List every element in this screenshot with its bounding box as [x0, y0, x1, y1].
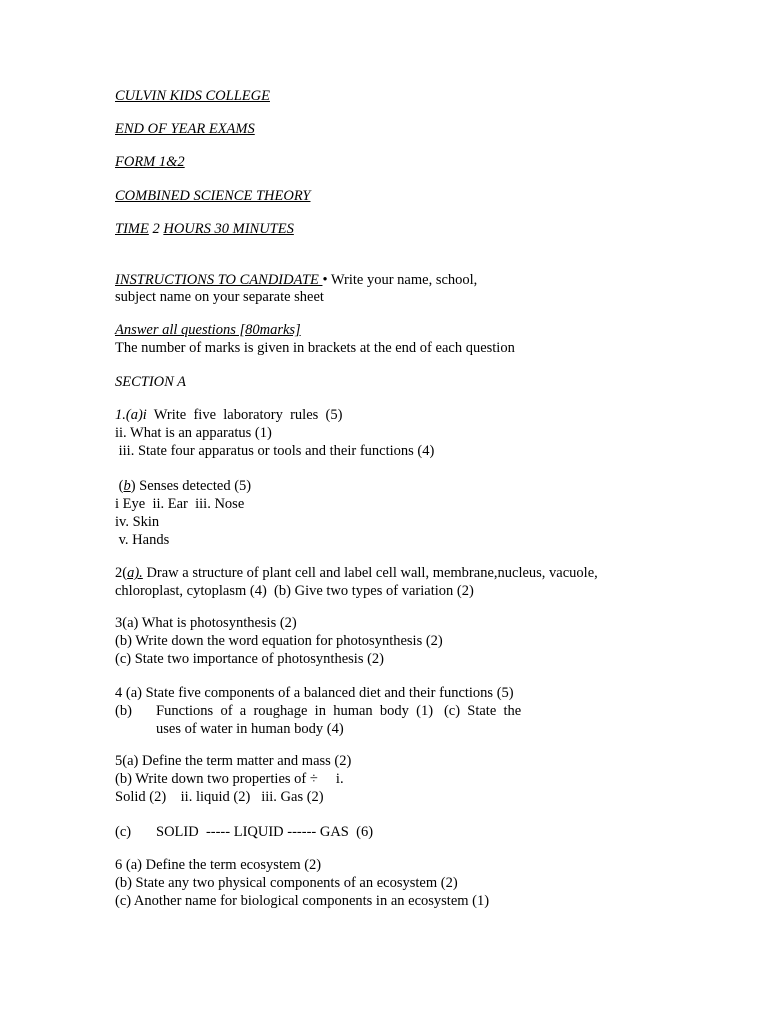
q1-b	[115, 477, 251, 495]
time-rest: HOURS 30 MINUTES	[163, 221, 294, 237]
q4-a: 4 (a) State five components of a balanced diet and their functions (5)	[115, 685, 514, 701]
q4-b-label: (b)	[115, 703, 132, 719]
q2-line-1	[115, 564, 598, 582]
q2-line-2: chloroplast, cytoplasm (4) (b) Give two types of variation (2)	[115, 583, 474, 599]
q1-a-iii: iii. State four apparatus or tools and their functions (4)	[115, 443, 435, 459]
instructions-line-2: subject name on your separate sheet	[115, 289, 324, 305]
q5-b-line-1: (b) Write down two properties of ÷ i.	[115, 771, 344, 787]
q6-b: (b) State any two physical components of an ecosystem (2)	[115, 875, 458, 891]
instructions-heading: INSTRUCTIONS TO CANDIDATE	[115, 272, 323, 288]
answer-all-note: Answer all questions [80marks]	[115, 322, 301, 338]
school-name: CULVIN KIDS COLLEGE	[115, 88, 270, 104]
q1-b-senses-1: i Eye ii. Ear iii. Nose	[115, 496, 245, 512]
time-hours-number: 2	[152, 221, 160, 237]
q5-c-label: (c)	[115, 824, 132, 840]
q5-c-text: SOLID ----- LIQUID ------ GAS (6)	[156, 824, 374, 840]
q1-b-senses-3: v. Hands	[115, 532, 170, 548]
instructions-line-1	[115, 271, 477, 289]
q1-a-i-text: Write five laboratory rules (5)	[146, 407, 343, 423]
q1-b-senses-2: iv. Skin	[115, 514, 160, 530]
q5-b-line-2: Solid (2) ii. liquid (2) iii. Gas (2)	[115, 789, 324, 805]
marks-note: The number of marks is given in brackets at the end of each question	[115, 340, 515, 356]
subject-title: COMBINED SCIENCE THEORY	[115, 188, 311, 204]
q2-text: Draw a structure of plant cell and label cell wall, membrane,nucleus, vacuole,	[142, 565, 598, 581]
q1-b-open: (	[115, 478, 124, 494]
exam-duration	[115, 220, 294, 238]
q1-b-letter: b	[123, 478, 131, 494]
q3-c: (c) State two importance of photosynthesis (2)	[115, 651, 384, 667]
q4-b-line-1: Functions of a roughage in human body (1) (c) State the	[156, 703, 522, 719]
q1-a-ii: ii. What is an apparatus (1)	[115, 425, 272, 441]
q3-b: (b) Write down the word equation for photosynthesis (2)	[115, 633, 443, 649]
q1-b-text: ) Senses detected (5)	[130, 478, 252, 494]
q5-a: 5(a) Define the term matter and mass (2)	[115, 753, 352, 769]
time-label: TIME	[115, 221, 149, 237]
form-level: FORM 1&2	[115, 154, 185, 170]
q1-label: 1.(a)i	[115, 407, 147, 423]
section-heading: SECTION A	[115, 374, 187, 390]
q6-a: 6 (a) Define the term ecosystem (2)	[115, 857, 322, 873]
q2-part-a: a).	[127, 565, 143, 581]
q3-a: 3(a) What is photosynthesis (2)	[115, 615, 297, 631]
q2-number: 2(	[115, 565, 128, 581]
q1-a-i	[115, 406, 342, 424]
exam-title: END OF YEAR EXAMS	[115, 121, 255, 137]
q6-c: (c) Another name for biological components in an ecosystem (1)	[115, 893, 490, 909]
instructions-text: • Write your name, school,	[322, 272, 478, 288]
q4-b-line-2: uses of water in human body (4)	[156, 721, 344, 737]
